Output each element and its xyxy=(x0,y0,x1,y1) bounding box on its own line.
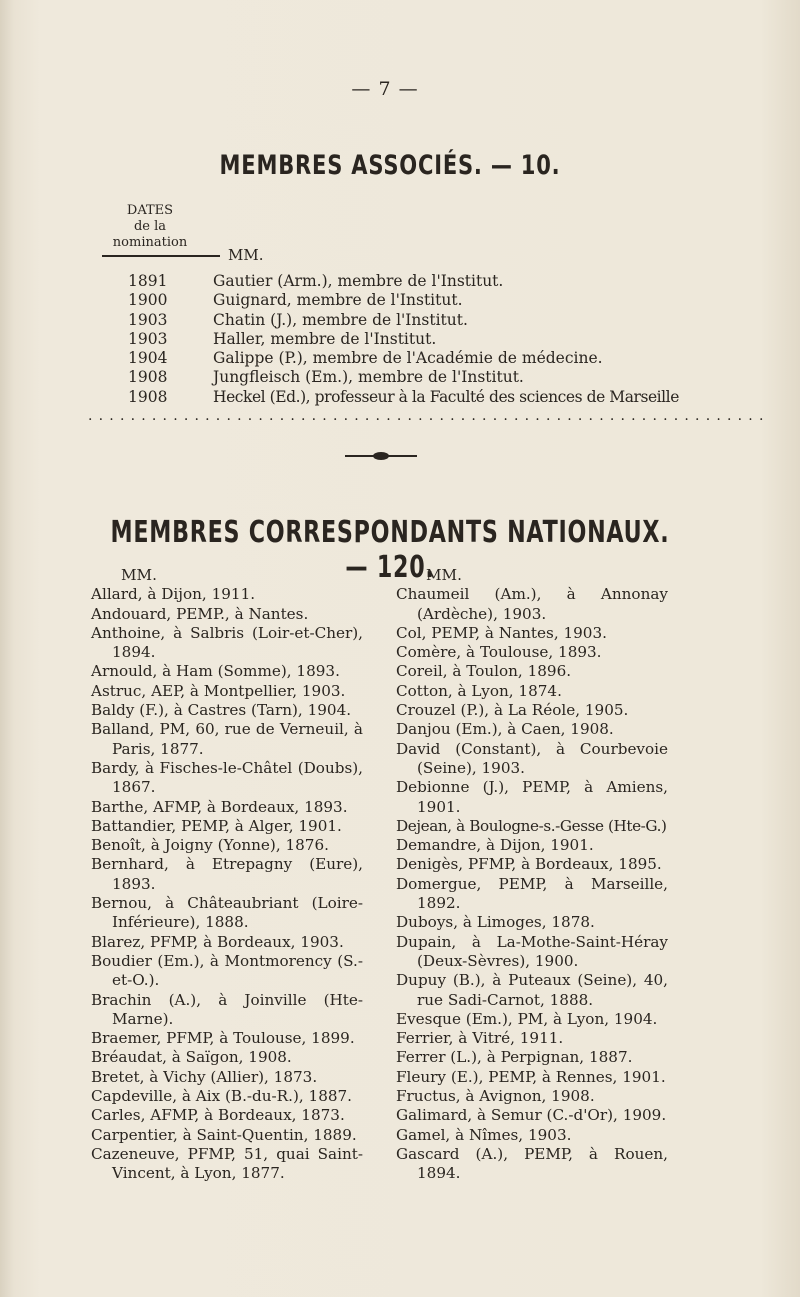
heading-membres-associes: MEMBRES ASSOCIÉS. — 10. xyxy=(219,150,561,181)
list-item: Bernou, à Châteaubriant (Loire-Inférieure), 1888. xyxy=(91,894,363,932)
list-item: Domergue, PEMP, à Marseille, 1892. xyxy=(396,874,668,913)
list-item xyxy=(110,291,690,310)
list-item: David (Constant), à Courbevoie (Seine), 1903. xyxy=(396,739,668,777)
list-item: Gamel, à Nîmes, 1903. xyxy=(396,1125,572,1144)
mm-label: MM. xyxy=(228,246,264,264)
nomination-year: 1900 xyxy=(128,291,168,310)
list-item: Andouard, PEMP., à Nantes. xyxy=(91,604,309,623)
nomination-year: 1908 xyxy=(128,368,168,387)
list-item xyxy=(110,330,690,349)
list-item: Benoît, à Joigny (Yonne), 1876. xyxy=(91,836,329,855)
list-item: Debionne (J.), PEMP, à Amiens, 1901. xyxy=(396,778,668,816)
list-item xyxy=(110,349,690,368)
member-entry: Jungfleisch (Em.), membre de l'Institut. xyxy=(213,368,524,387)
member-entry: Guignard, membre de l'Institut. xyxy=(213,291,463,310)
section-divider xyxy=(345,455,417,457)
dates-header-line: DATES xyxy=(126,203,174,218)
list-item: Arnould, à Ham (Somme), 1893. xyxy=(91,662,340,681)
list-item: Allard, à Dijon, 1911. xyxy=(91,585,256,604)
list-item: Col, PEMP, à Nantes, 1903. xyxy=(396,623,607,642)
list-item: Capdeville, à Aix (B.-du-R.), 1887. xyxy=(91,1087,353,1106)
list-item xyxy=(110,311,690,330)
list-item: Fleury (E.), PEMP, à Rennes, 1901. xyxy=(396,1067,666,1086)
list-item: Battandier, PEMP, à Alger, 1901. xyxy=(91,816,342,835)
list-item: Comère, à Toulouse, 1893. xyxy=(396,643,602,662)
member-entry: Heckel (Ed.), professeur à la Faculté des sciences de Marseille xyxy=(213,387,679,406)
list-item: Baldy (F.), à Castres (Tarn), 1904. xyxy=(91,701,352,720)
nomination-year: 1908 xyxy=(128,387,168,406)
mm-label: MM. xyxy=(426,566,462,584)
list-item: Carpentier, à Saint-Quentin, 1889. xyxy=(91,1125,357,1144)
list-item: Cotton, à Lyon, 1874. xyxy=(396,681,562,700)
list-item: Bernhard, à Etrepagny (Eure), 1893. xyxy=(91,855,363,893)
list-item: Crouzel (P.), à La Réole, 1905. xyxy=(396,701,629,720)
list-item: Anthoine, à Salbris (Loir-et-Cher), 1894. xyxy=(91,623,363,662)
list-item: Barthe, AFMP, à Bordeaux, 1893. xyxy=(91,797,348,816)
list-item: Evesque (Em.), PM, à Lyon, 1904. xyxy=(396,1009,658,1028)
member-entry: Gautier (Arm.), membre de l'Institut. xyxy=(213,272,504,290)
left-column xyxy=(91,566,363,1184)
list-item: Denigès, PFMP, à Bordeaux, 1895. xyxy=(396,855,662,874)
dates-column-header xyxy=(100,203,200,251)
list-item: Bréaudat, à Saïgon, 1908. xyxy=(91,1048,292,1067)
header-brace-rule xyxy=(102,255,220,257)
list-item: Carles, AFMP, à Bordeaux, 1873. xyxy=(91,1106,345,1125)
list-item xyxy=(110,272,690,291)
dotted-leader: ................................................................ xyxy=(88,408,770,424)
list-item: Dejean, à Boulogne-s.-Gesse (Hte-G.) xyxy=(396,816,667,835)
dates-header-line: nomination xyxy=(112,235,188,250)
heading-membres-correspondants: MEMBRES CORRESPONDANTS NATIONAUX. — 120. xyxy=(110,515,670,585)
nomination-year: 1903 xyxy=(128,310,168,329)
nomination-year: 1904 xyxy=(128,349,168,368)
list-item: Danjou (Em.), à Caen, 1908. xyxy=(396,720,614,739)
associes-list xyxy=(110,272,690,407)
nomination-year: 1891 xyxy=(128,272,168,290)
list-item xyxy=(110,368,690,387)
list-item: Bretet, à Vichy (Allier), 1873. xyxy=(91,1067,318,1086)
list-item: Dupuy (B.), à Puteaux (Seine), 40, rue Sadi-Carnot, 1888. xyxy=(396,971,668,1009)
member-entry: Haller, membre de l'Institut. xyxy=(213,329,437,348)
list-item: Brachin (A.), à Joinville (Hte-Marne). xyxy=(91,990,363,1028)
list-item: Galimard, à Semur (C.-d'Or), 1909. xyxy=(396,1106,667,1125)
list-item: Ferrier, à Vitré, 1911. xyxy=(396,1029,564,1048)
list-item: Coreil, à Toulon, 1896. xyxy=(396,662,572,681)
list-item: Blarez, PFMP, à Bordeaux, 1903. xyxy=(91,932,344,951)
page-number: — 7 — xyxy=(351,78,419,100)
list-item: Chaumeil (Am.), à Annonay (Ardèche), 1903. xyxy=(396,585,668,623)
list-item: Braemer, PFMP, à Toulouse, 1899. xyxy=(91,1029,355,1048)
dates-header-line: de la xyxy=(133,219,167,234)
list-item: Balland, PM, 60, rue de Verneuil, à Paris, 1877. xyxy=(91,720,363,758)
list-item xyxy=(110,388,690,407)
list-item: Ferrer (L.), à Perpignan, 1887. xyxy=(396,1048,633,1067)
right-column xyxy=(396,566,668,1184)
list-item: Astruc, AEP, à Montpellier, 1903. xyxy=(91,681,346,700)
nomination-year: 1903 xyxy=(128,329,168,348)
member-entry: Galippe (P.), membre de l'Académie de médecine. xyxy=(213,349,603,368)
list-item: Bardy, à Fisches-le-Châtel (Doubs), 1867. xyxy=(91,758,363,797)
mm-label: MM. xyxy=(121,566,157,584)
list-item: Fructus, à Avignon, 1908. xyxy=(396,1087,595,1106)
member-entry: Chatin (J.), membre de l'Institut. xyxy=(213,310,468,329)
list-item: Boudier (Em.), à Montmorency (S.-et-O.). xyxy=(91,951,363,990)
list-item: Demandre, à Dijon, 1901. xyxy=(396,836,594,855)
list-item: Duboys, à Limoges, 1878. xyxy=(396,913,595,932)
list-item: Gascard (A.), PEMP, à Rouen, 1894. xyxy=(396,1144,668,1183)
list-item: Dupain, à La-Mothe-Saint-Héray (Deux-Sèvres), 1900. xyxy=(396,932,668,970)
list-item: Cazeneuve, PFMP, 51, quai Saint-Vincent, à Lyon, 1877. xyxy=(91,1144,363,1183)
